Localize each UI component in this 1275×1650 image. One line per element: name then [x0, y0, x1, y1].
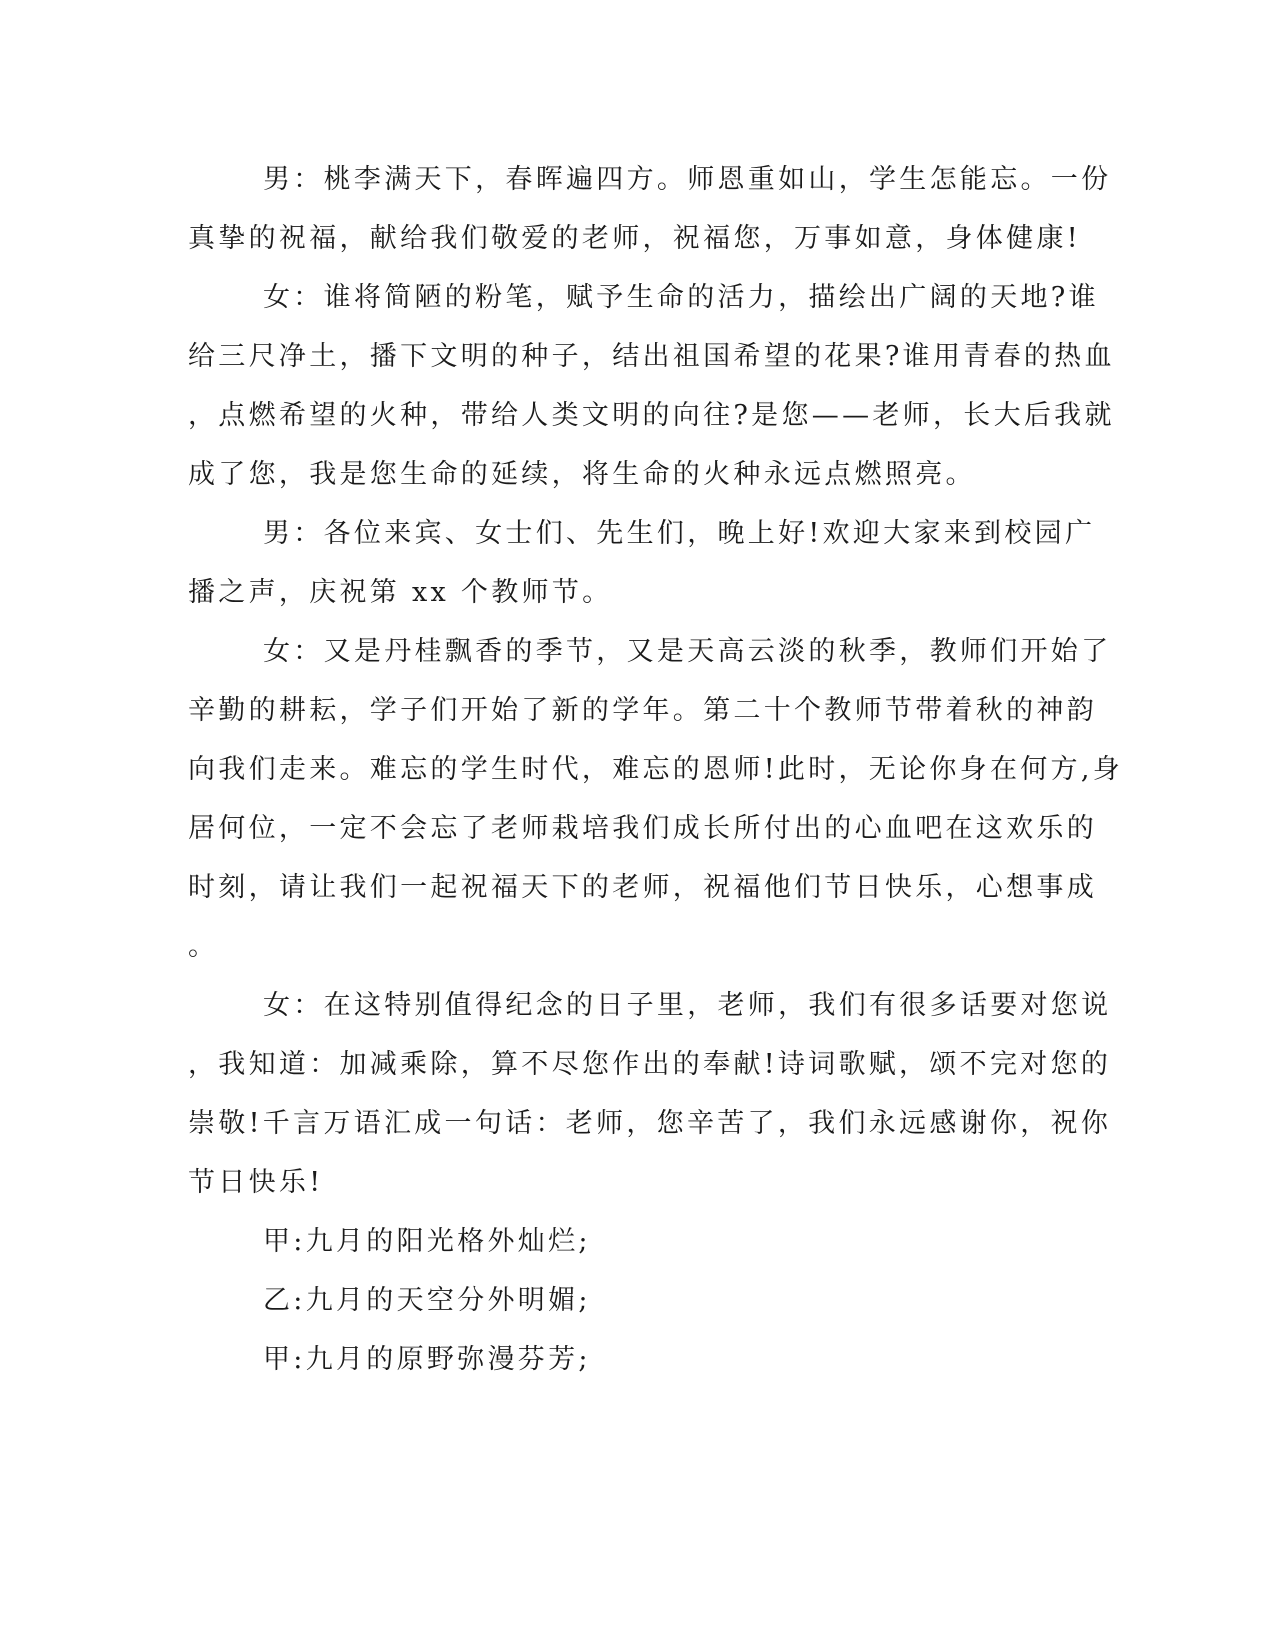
- text-line: ，点燃希望的火种，带给人类文明的向往?是您——老师，长大后我就: [188, 400, 1115, 431]
- text-line: 男：各位来宾、女士们、先生们，晚上好!欢迎大家来到校园广: [263, 518, 1096, 549]
- text-line: 男：桃李满天下，春晖遍四方。师恩重如山，学生怎能忘。一份: [263, 164, 1112, 195]
- text-line: 女：在这特别值得纪念的日子里，老师，我们有很多话要对您说: [263, 990, 1112, 1021]
- text-line: 播之声，庆祝第 xx 个教师节。: [188, 577, 613, 608]
- text-line: 时刻，请让我们一起祝福天下的老师，祝福他们节日快乐，心想事成: [188, 872, 1097, 903]
- text-line: 甲:九月的原野弥漫芬芳;: [263, 1344, 591, 1375]
- text-line: 女：又是丹桂飘香的季节，又是天高云淡的秋季，教师们开始了: [263, 636, 1112, 667]
- text-line: ，我知道：加减乘除，算不尽您作出的奉献!诗词歌赋，颂不完对您的: [188, 1049, 1112, 1080]
- text-line: 女：谁将简陋的粉笔，赋予生命的活力，描绘出广阔的天地?谁: [263, 282, 1099, 313]
- text-line: 真挚的祝福，献给我们敬爱的老师，祝福您，万事如意，身体健康!: [188, 223, 1081, 254]
- text-line: 向我们走来。难忘的学生时代，难忘的恩师!此时，无论你身在何方,身: [188, 754, 1124, 785]
- text-line: 成了您，我是您生命的延续，将生命的火种永远点燃照亮。: [188, 459, 976, 490]
- text-line: 居何位，一定不会忘了老师栽培我们成长所付出的心血吧在这欢乐的: [188, 813, 1097, 844]
- text-line: 乙:九月的天空分外明媚;: [263, 1285, 591, 1316]
- text-line: 甲:九月的阳光格外灿烂;: [263, 1226, 591, 1257]
- text-line: 给三尺净土，播下文明的种子，结出祖国希望的花果?谁用青春的热血: [188, 341, 1115, 372]
- text-line: 。: [188, 931, 219, 962]
- text-line: 崇敬!千言万语汇成一句话：老师，您辛苦了，我们永远感谢你，祝你: [188, 1108, 1112, 1139]
- text-line: 节日快乐!: [188, 1167, 324, 1198]
- text-line: 辛勤的耕耘，学子们开始了新的学年。第二十个教师节带着秋的神韵: [188, 695, 1097, 726]
